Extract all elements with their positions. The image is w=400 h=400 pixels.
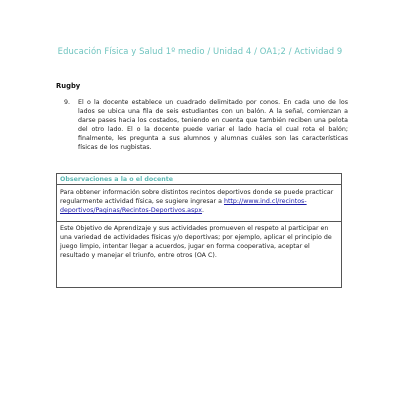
notes-title-divider: [57, 184, 341, 185]
page-header-breadcrumb: Educación Física y Salud 1º medio / Unidad 4 / OA1;2 / Actividad 9: [57, 46, 343, 56]
teacher-notes-box: [56, 173, 342, 288]
activity-item: [64, 98, 348, 153]
notes-paragraph-divider: [57, 221, 341, 222]
sports-venues-link[interactable]: http://www.ind.cl/recintos-deportivos/Paginas/Recintos-Deportivos.aspx: [60, 198, 307, 215]
notes-paragraph-resources-text: Para obtener información sobre distintos recintos deportivos donde se puede practicar regularmente actividad física, se sugiere ingresar a: [60, 189, 334, 206]
link-period: .: [202, 207, 205, 215]
notes-paragraph-resources: [60, 188, 338, 215]
activity-number: 9.: [64, 99, 71, 106]
notes-paragraph-objective: Este Objetivo de Aprendizaje y sus actividades promueven el respeto al participar en una variedad de actividades físicas y/o deportivas; por ejemplo, aplicar el principio de juego limpio, intentar llegar a acuerdos, jugar en forma cooperativa, aceptar el resultado y manejar el triunfo, entre otros (OA C).: [60, 225, 332, 260]
activity-description: El o la docente establece un cuadrado delimitado por conos. En cada uno de los lados se ubica una fila de seis estudiantes con un balón. A la señal, comienzan a darse pases hacia los costados, teniendo en cuenta que también reciben una pelota del otro lado. El o la docente puede variar el lado hacia el cual rota el balón; finalmente, les pregunta a sus alumnos y alumnas cuáles son las características físicas de los rugbistas.: [78, 99, 348, 152]
teacher-notes-title: Observaciones a la o el docente: [60, 176, 174, 183]
section-title: Rugby: [56, 82, 81, 90]
